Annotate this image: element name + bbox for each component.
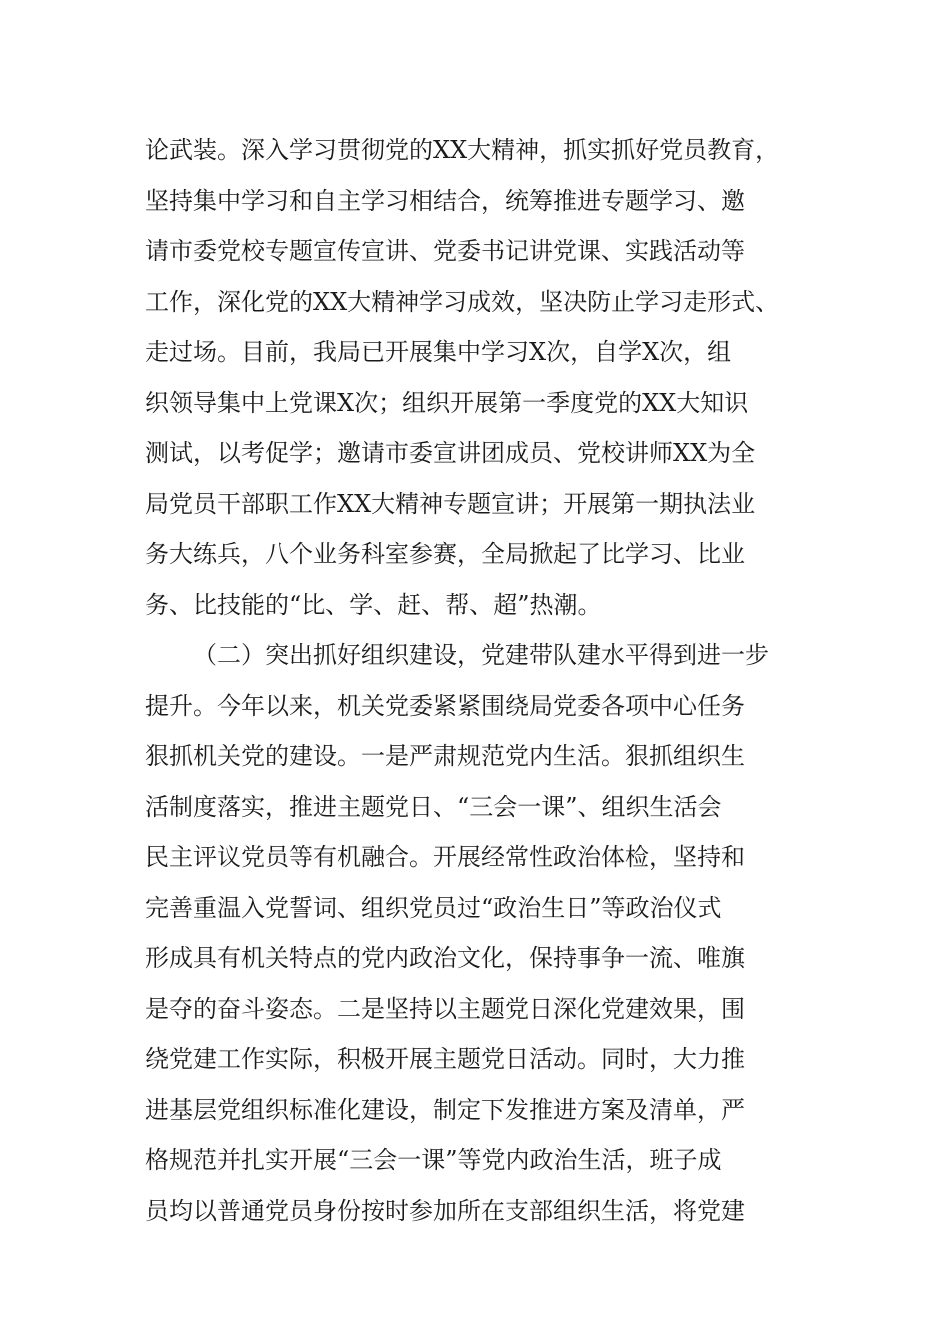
- text-line: 完善重温入党誓词、组织党员过“政治生日”等政治仪式: [145, 893, 722, 922]
- text-line: 民主评议党员等有机融合。开展经常性政治体检，坚持和: [145, 843, 745, 871]
- text-line: 是夺的奋斗姿态。二是坚持以主题党日深化党建效果，围: [145, 994, 745, 1023]
- text-line: 进基层党组织标准化建设，制定下发推进方案及清单，严: [145, 1095, 745, 1124]
- text-line: 提升。今年以来，机关党委紧紧围绕局党委各项中心任务: [145, 691, 745, 720]
- text-line: 格规范并扎实开展“三会一课”等党内政治生活，班子成: [145, 1146, 722, 1174]
- text-line: 务、比技能的“比、学、赶、帮、超”热潮。: [145, 590, 602, 619]
- text-line: 测试，以考促学；邀请市委宣讲团成员、党校讲师XX为全: [145, 439, 756, 467]
- text-line: 论武装。深入学习贯彻党的XX大精神，抓实抓好党员教育，: [145, 136, 780, 164]
- text-line: 绕党建工作实际，积极开展主题党日活动。同时，大力推: [145, 1045, 745, 1073]
- text-line: 织领导集中上党课X次；组织开展第一季度党的XX大知识: [145, 388, 749, 417]
- text-line: 员均以普通党员身份按时参加所在支部组织生活，将党建: [145, 1196, 745, 1225]
- text-line: 形成具有机关特点的党内政治文化，保持事争一流、唯旗: [145, 944, 745, 972]
- body-text: [145, 125, 835, 1236]
- text-line: 请市委党校专题宣传宣讲、党委书记讲党课、实践活动等: [145, 237, 745, 265]
- section-heading-line: （二）突出抓好组织建设，党建带队建水平得到进一步: [193, 641, 769, 669]
- text-line: 活制度落实，推进主题党日、“三会一课”、组织生活会: [145, 792, 722, 821]
- text-line: 工作，深化党的XX大精神学习成效，坚决防止学习走形式、: [145, 287, 780, 316]
- text-line: 走过场。目前，我局已开展集中学习X次，自学X次，组: [145, 338, 732, 366]
- text-line: 狠抓机关党的建设。一是严肃规范党内生活。狠抓组织生: [145, 742, 745, 770]
- text-line: 坚持集中学习和自主学习相结合，统筹推进专题学习、邀: [145, 186, 745, 215]
- text-line: 务大练兵，八个业务科室参赛，全局掀起了比学习、比业: [145, 540, 745, 568]
- text-line: 局党员干部职工作XX大精神专题宣讲；开展第一期执法业: [145, 489, 756, 518]
